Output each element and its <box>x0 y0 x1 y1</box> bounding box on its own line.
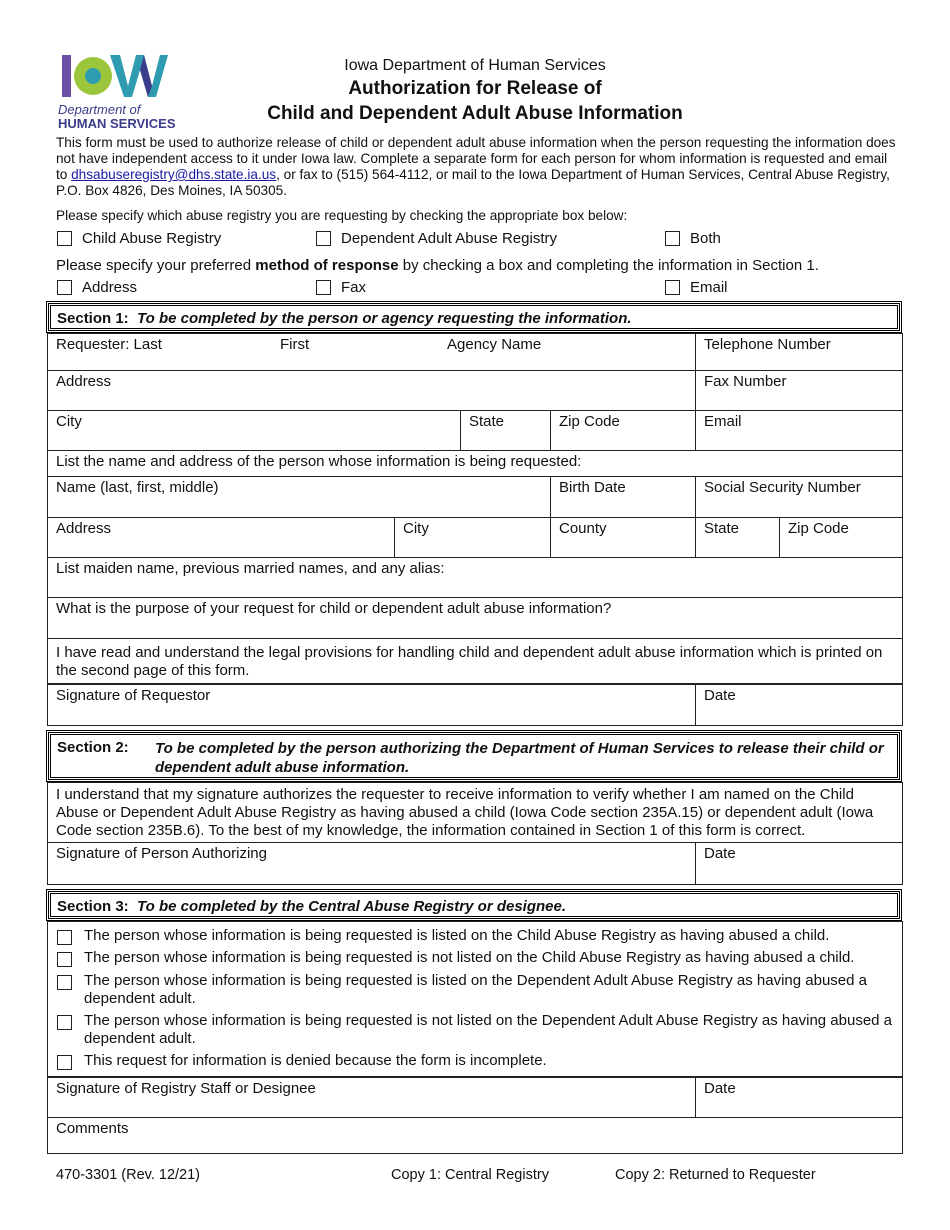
registry-prompt: Please specify which abuse registry you are requesting by checking the appropriate box below: <box>56 208 628 223</box>
person-address-label: Address <box>56 520 112 537</box>
intro-paragraph <box>56 135 896 199</box>
registry-email-link[interactable]: dhsabuseregistry@dhs.state.ia.us <box>71 167 277 182</box>
requestor-date-cell[interactable] <box>695 683 903 726</box>
response-address-checkbox[interactable] <box>57 280 72 295</box>
legal-provisions-cell <box>47 638 903 684</box>
section3-header <box>46 889 902 921</box>
comments-cell[interactable] <box>47 1117 903 1154</box>
response-method-prompt <box>56 257 819 274</box>
requester-state-label: State <box>469 413 505 430</box>
comments-label: Comments <box>56 1120 129 1137</box>
purpose-label: What is the purpose of your request for child or dependent adult abuse information? <box>56 600 612 617</box>
maiden-names-cell[interactable] <box>47 557 903 598</box>
person-address-cell[interactable] <box>47 517 395 558</box>
response-prompt-bold: method of response <box>255 257 399 274</box>
purpose-cell[interactable] <box>47 597 903 639</box>
result-not-listed-child-checkbox[interactable] <box>57 952 72 967</box>
authorizing-date-cell[interactable] <box>695 842 903 885</box>
iowa-logo-icon <box>58 50 170 100</box>
section3-description: To be completed by the Central Abuse Registry or designee. <box>137 898 567 915</box>
person-state-label: State <box>704 520 740 537</box>
section2-label: Section 2: <box>57 739 129 756</box>
requestor-signature-label: Signature of Requestor <box>56 687 211 704</box>
response-prompt-a: Please specify your preferred <box>56 257 256 274</box>
both-registries-checkbox[interactable] <box>665 231 680 246</box>
section1-description: To be completed by the person or agency requesting the information. <box>137 310 632 327</box>
requester-name-cell[interactable] <box>47 333 696 371</box>
result-listed-adult-checkbox[interactable] <box>57 975 72 990</box>
person-name-label: Name (last, first, middle) <box>56 479 219 496</box>
requester-zip-label: Zip Code <box>559 413 620 430</box>
maiden-names-label: List maiden name, previous married names, and any alias: <box>56 560 445 577</box>
authorizing-date-label: Date <box>704 845 736 862</box>
response-prompt-b: by checking a box and completing the information in Section 1. <box>398 257 819 274</box>
section1-header <box>46 301 902 333</box>
requestor-date-label: Date <box>704 687 736 704</box>
result-not-listed-adult-label: The person whose information is being requested is not listed on the Dependent Adult Abuse Registry as having abused a dependent adult. <box>84 1012 893 1047</box>
agency-name-label: Agency Name <box>447 336 542 353</box>
authorizing-signature-cell[interactable] <box>47 842 696 885</box>
birth-date-label: Birth Date <box>559 479 626 496</box>
registry-date-label: Date <box>704 1080 736 1097</box>
result-listed-child-checkbox[interactable] <box>57 930 72 945</box>
section2-header <box>46 730 902 782</box>
response-address-label: Address <box>82 279 138 296</box>
logo-text-human-services: HUMAN SERVICES <box>58 116 176 131</box>
person-name-cell[interactable] <box>47 476 551 518</box>
requester-city-cell[interactable] <box>47 410 461 451</box>
dhs-logo <box>58 50 178 134</box>
section3-label: Section 3: <box>57 898 129 915</box>
requester-city-label: City <box>56 413 82 430</box>
agency-name: Iowa Department of Human Services <box>344 57 606 74</box>
dependent-adult-registry-checkbox[interactable] <box>316 231 331 246</box>
ssn-cell[interactable] <box>695 476 903 518</box>
consent-statement-text: I understand that my signature authorizes the requester to receive information to verify whether I am named on the Child Abuse or Dependent Adult Abuse Registry as having abused a child (Iowa Code section 235A.15) or dependent adult (Iowa Code section 235B.6). To the best of my knowledge, the information contained in Section 1 of this form is correct. <box>56 786 874 839</box>
requester-state-cell[interactable] <box>460 410 551 451</box>
result-denied-checkbox[interactable] <box>57 1055 72 1070</box>
consent-statement-cell <box>47 782 903 843</box>
requestor-signature-cell[interactable] <box>47 683 696 726</box>
person-city-label: City <box>403 520 429 537</box>
response-fax-checkbox[interactable] <box>316 280 331 295</box>
result-not-listed-adult-checkbox[interactable] <box>57 1015 72 1030</box>
result-listed-child-label: The person whose information is being requested is listed on the Child Abuse Registry as having abused a child. <box>84 927 830 944</box>
logo-text-department: Department of <box>58 102 141 117</box>
requester-address-cell[interactable] <box>47 370 696 411</box>
child-abuse-registry-label: Child Abuse Registry <box>82 230 222 247</box>
form-number: 470-3301 (Rev. 12/21) <box>56 1167 201 1183</box>
legal-provisions-text: I have read and understand the legal provisions for handling child and dependent adult abuse information which is printed on the second page of this form. <box>56 644 883 679</box>
telephone-label: Telephone Number <box>704 336 831 353</box>
person-county-cell[interactable] <box>550 517 696 558</box>
response-email-label: Email <box>690 279 728 296</box>
person-list-instruction <box>47 450 903 477</box>
section2-description: To be completed by the person authorizing the Department of Human Services to release their child or dependent adult abuse information. <box>155 740 884 776</box>
requester-address-label: Address <box>56 373 112 390</box>
person-zip-label: Zip Code <box>788 520 849 537</box>
response-fax-label: Fax <box>341 279 367 296</box>
requester-first-label: First <box>280 336 310 353</box>
copy2-note: Copy 2: Returned to Requester <box>615 1167 816 1183</box>
person-zip-cell[interactable] <box>779 517 903 558</box>
section1-label: Section 1: <box>57 310 129 327</box>
birth-date-cell[interactable] <box>550 476 696 518</box>
registry-date-cell[interactable] <box>695 1076 903 1118</box>
person-list-label: List the name and address of the person whose information is being requested: <box>56 453 582 470</box>
intro-text-2: , or fax to (515) 564-4112, or mail to the Iowa Department of Human Services, Central Abuse Registry, P.O. Box 4826, Des Moines, IA 50305. <box>56 167 890 198</box>
registry-signature-label: Signature of Registry Staff or Designee <box>56 1080 316 1097</box>
fax-label: Fax Number <box>704 373 787 390</box>
fax-cell[interactable] <box>695 370 903 411</box>
requester-zip-cell[interactable] <box>550 410 696 451</box>
intro-text-1: This form must be used to authorize release of child or dependent adult abuse information when the person requesting the information does not have independent access to it under Iowa law. Complete a separate form for each person for whom information is requested and email to <box>56 135 896 182</box>
telephone-cell[interactable] <box>695 333 903 371</box>
registry-signature-cell[interactable] <box>47 1076 696 1118</box>
result-listed-adult-label: The person whose information is being requested is listed on the Dependent Adult Abuse Registry as having abused a dependent adult. <box>84 972 867 1007</box>
both-registries-label: Both <box>690 230 721 247</box>
person-state-cell[interactable] <box>695 517 780 558</box>
requester-last-label: Requester: Last <box>56 336 162 353</box>
response-email-checkbox[interactable] <box>665 280 680 295</box>
authorizing-signature-label: Signature of Person Authorizing <box>56 845 267 862</box>
form-title-line1: Authorization for Release of <box>348 78 602 99</box>
ssn-label: Social Security Number <box>704 479 861 496</box>
person-county-label: County <box>559 520 607 537</box>
result-denied-label: This request for information is denied because the form is incomplete. <box>84 1052 547 1069</box>
child-abuse-registry-checkbox[interactable] <box>57 231 72 246</box>
form-title-line2: Child and Dependent Adult Abuse Information <box>267 103 683 124</box>
requester-email-label: Email <box>704 413 742 430</box>
copy1-note: Copy 1: Central Registry <box>391 1167 549 1183</box>
person-city-cell[interactable] <box>394 517 551 558</box>
requester-email-cell[interactable] <box>695 410 903 451</box>
dependent-adult-registry-label: Dependent Adult Abuse Registry <box>341 230 557 247</box>
result-not-listed-child-label: The person whose information is being requested is not listed on the Child Abuse Registry as having abused a child. <box>84 949 855 966</box>
